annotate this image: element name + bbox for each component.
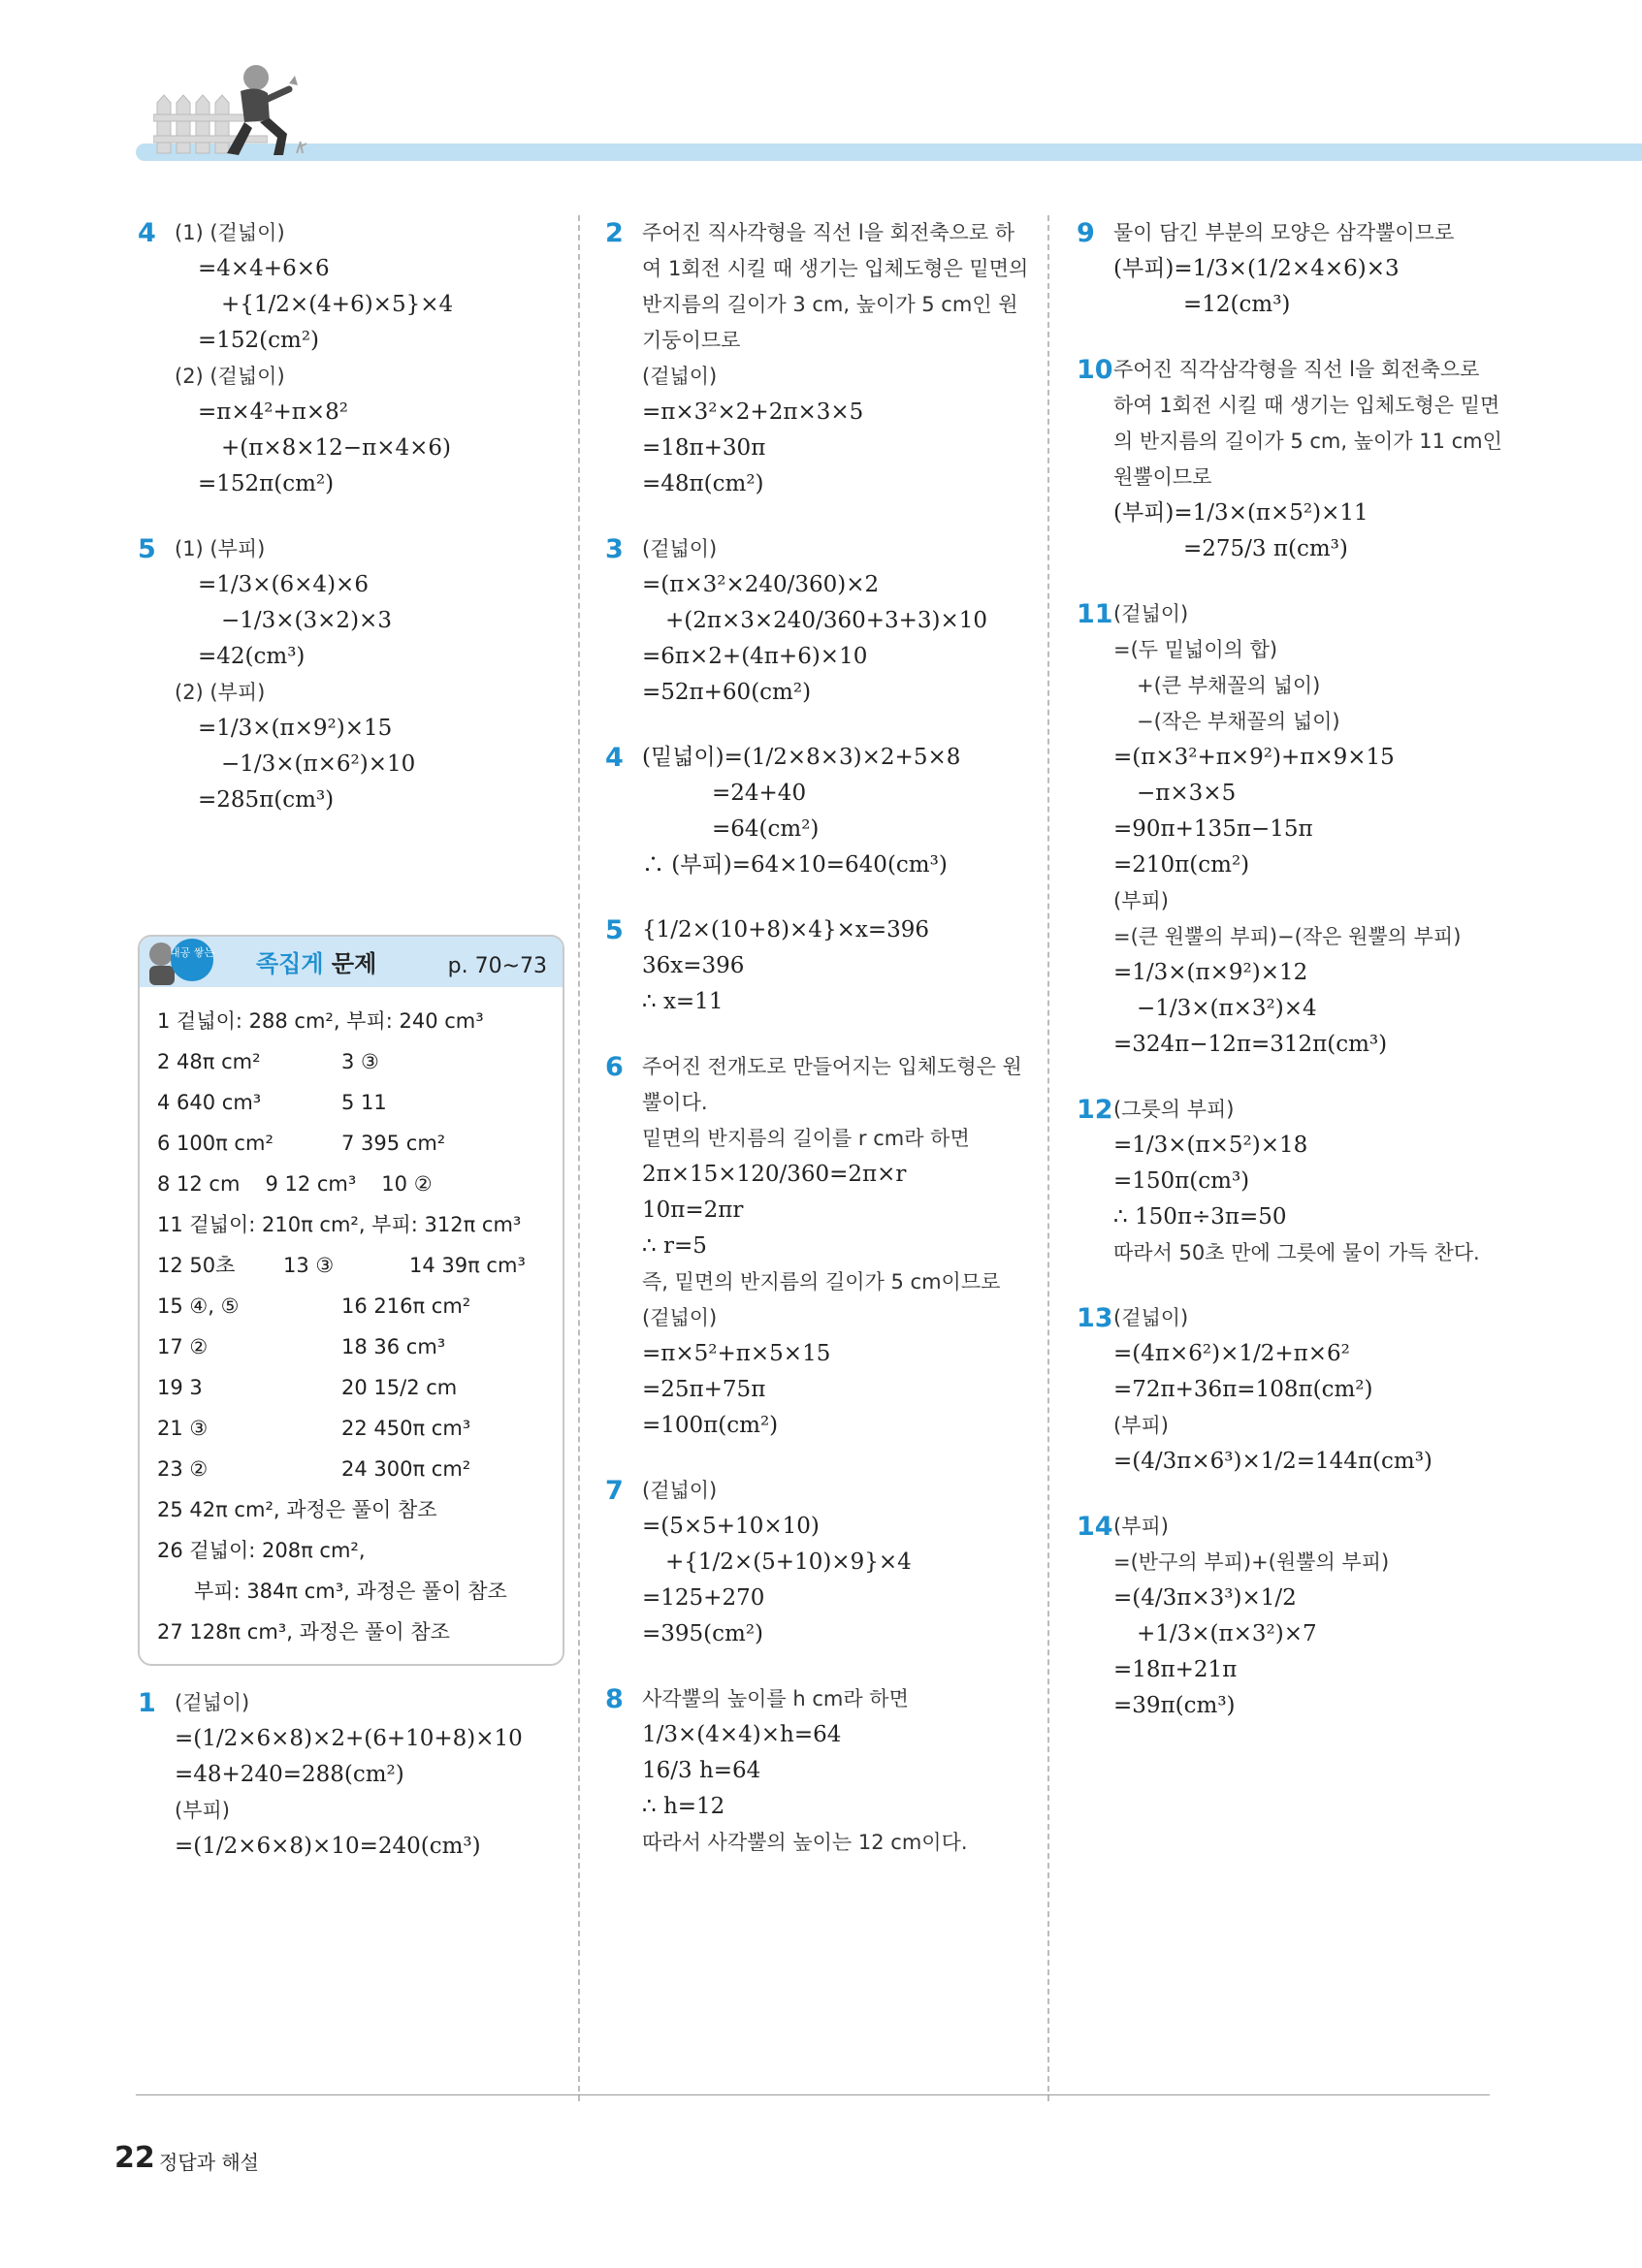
- solution-line: ∴ r=5: [642, 1233, 707, 1259]
- solution-line: (겉넓이): [1113, 602, 1189, 625]
- solution-line: =(5×5+10×10): [642, 1514, 820, 1539]
- gardener-illustration-icon: [206, 60, 312, 161]
- solution-text: 물이 담긴 부분의 모양은 삼각뿔이므로: [1113, 221, 1455, 244]
- answer-item: 6 100π cm²: [157, 1132, 274, 1155]
- answer-item: 1 겉넓이: 288 cm², 부피: 240 cm³: [157, 1009, 484, 1033]
- answer-item: 9 12 cm³: [265, 1172, 357, 1196]
- solution-line: −π×3×5: [1137, 781, 1237, 806]
- answer-item: 12 50초: [157, 1254, 236, 1277]
- solution-line: =π×5²+π×5×15: [642, 1341, 831, 1366]
- answer-item: 16 216π cm²: [341, 1294, 471, 1318]
- solution-line: =(π×3²+π×9²)+π×9×15: [1113, 745, 1395, 770]
- answer-item: 7 395 cm²: [341, 1132, 446, 1155]
- problem-number: 7: [605, 1476, 624, 1506]
- solution-line: ∴ 150π÷3π=50: [1113, 1204, 1287, 1230]
- answer-row: [157, 1245, 547, 1286]
- solution-13: [1077, 1300, 1503, 1480]
- solution-text: 주어진 직각삼각형을 직선 l을 회전축으로 하여 1회전 시킬 때 생기는 입체도형은 밑면의 반지름의 길이가 5 cm, 높이가 11 cm인 원뿔이므로: [1113, 358, 1502, 489]
- answer-item: 8 12 cm: [157, 1172, 241, 1196]
- answer-item: 11 겉넓이: 210π cm², 부피: 312π cm³: [157, 1213, 522, 1236]
- solution-line: =48π(cm²): [642, 471, 764, 496]
- review-title: 족집게 문제: [256, 950, 377, 977]
- solution-line: 따라서 사각뿔의 높이는 12 cm이다.: [642, 1831, 968, 1854]
- solution-line: (부피)=1/3×(1/2×4×6)×3: [1113, 256, 1400, 281]
- solution-line: 10π=2πr: [642, 1198, 744, 1223]
- solution-line: =(4/3π×3³)×1/2: [1113, 1585, 1297, 1611]
- problem-number: 2: [605, 218, 624, 248]
- solution-line: (부피): [1113, 889, 1169, 912]
- header-banner: [136, 144, 1642, 161]
- solution-line: (겉넓이): [1113, 1306, 1189, 1329]
- solution-line: +(큰 부채꼴의 넓이): [1137, 674, 1321, 697]
- problem-number: 10: [1077, 355, 1113, 385]
- solution-line: (부피)=1/3×(π×5²)×11: [1113, 500, 1368, 526]
- solution-line: (겉넓이): [642, 537, 718, 560]
- solution-line: 1/3×(4×4)×h=64: [642, 1722, 842, 1747]
- solution-line: =1/3×(π×9²)×15: [198, 716, 393, 741]
- solution-6: [605, 1049, 1032, 1444]
- review-badge-text: 내공 쌓는: [169, 946, 215, 959]
- answer-item: 15 ④, ⑤: [157, 1294, 240, 1318]
- solution-line: 16/3 h=64: [642, 1758, 761, 1783]
- review-answer-box: [138, 935, 564, 1666]
- solution-text: 주어진 전개도로 만들어지는 입체도형은 원뿔이다.: [642, 1055, 1022, 1114]
- solution-line: (부피): [1113, 1515, 1169, 1538]
- answer-row: [157, 1001, 547, 1041]
- solution-line: =64(cm²): [712, 816, 820, 842]
- solution-line: {1/2×(10+8)×4}×x=396: [642, 917, 929, 942]
- solution-line: =48+240=288(cm²): [175, 1762, 404, 1787]
- solution-line: (부피): [1113, 1414, 1169, 1437]
- solution-text: 밑면의 반지름의 길이를 r cm라 하면: [642, 1127, 970, 1150]
- answer-item: 18 36 cm³: [341, 1335, 446, 1358]
- solution-line: +{1/2×(5+10)×9}×4: [665, 1549, 912, 1575]
- answer-row: [157, 1164, 547, 1204]
- page-number: 22: [114, 2141, 155, 2175]
- answer-row: [157, 1530, 547, 1571]
- problem-number: 8: [605, 1684, 624, 1714]
- review-badge-icon: [142, 933, 217, 991]
- solution-line: =π×3²×2+2π×3×5: [642, 399, 864, 425]
- solution-line: =(큰 원뿔의 부피)−(작은 원뿔의 부피): [1113, 925, 1462, 948]
- solution-line: =152(cm²): [198, 328, 320, 353]
- solution-line: =(4/3π×6³)×1/2=144π(cm³): [1113, 1449, 1433, 1474]
- solution-line: =24+40: [712, 781, 807, 806]
- problem-number: 1: [138, 1688, 156, 1718]
- solution-line: −1/3×(π×3²)×4: [1137, 996, 1317, 1021]
- solution-line: +(2π×3×240/360+3+3)×10: [665, 608, 988, 633]
- answer-item: 14 39π cm³: [409, 1254, 526, 1277]
- solution-line: =152π(cm²): [198, 471, 335, 496]
- solution-line: ∴ (부피)=64×10=640(cm³): [642, 852, 948, 878]
- answer-row: [157, 1449, 547, 1489]
- solution-line: =(1/2×6×8)×10=240(cm³): [175, 1834, 481, 1859]
- answer-row: [157, 1571, 547, 1612]
- problem-number: 14: [1077, 1512, 1113, 1542]
- solution-line: =6π×2+(4π+6)×10: [642, 644, 868, 669]
- column-divider: [1047, 215, 1049, 2101]
- answer-row: [157, 1612, 547, 1652]
- problem-number: 5: [138, 534, 156, 564]
- column-divider: [578, 215, 580, 2101]
- solution-line: (겉넓이): [642, 1306, 718, 1329]
- answer-row: [157, 1408, 547, 1449]
- solution-line: (겉넓이): [175, 1691, 250, 1714]
- answer-item: 4 640 cm³: [157, 1091, 262, 1114]
- column-right: [1077, 215, 1503, 1753]
- solution-line: =285π(cm³): [198, 787, 335, 813]
- answer-row: [157, 1489, 547, 1530]
- solution-text: 주어진 직사각형을 직선 l을 회전축으로 하여 1회전 시킬 때 생기는 입체도형은 밑면의 반지름의 길이가 3 cm, 높이가 5 cm인 원기둥이므로: [642, 221, 1029, 352]
- solution-3: [605, 531, 1032, 711]
- answer-item: 27 128π cm³, 과정은 풀이 참조: [157, 1620, 450, 1644]
- solution-line: =324π−12π=312π(cm³): [1113, 1032, 1388, 1057]
- problem-number: 13: [1077, 1303, 1113, 1333]
- column-left: [138, 215, 564, 1894]
- solution-14: [1077, 1509, 1503, 1724]
- solution-1: [138, 1685, 564, 1865]
- solution-line: (1) (부피): [175, 537, 266, 560]
- answer-item: 19 3: [157, 1376, 203, 1399]
- answer-item: 17 ②: [157, 1335, 209, 1358]
- solution-line: =1/3×(6×4)×6: [198, 572, 369, 597]
- answer-row: [157, 1326, 547, 1367]
- solution-12: [1077, 1092, 1503, 1271]
- solution-line: (겉넓이): [642, 1479, 718, 1502]
- solution-line: =(반구의 부피)+(원뿔의 부피): [1113, 1550, 1390, 1574]
- solution-line: =100π(cm²): [642, 1413, 779, 1438]
- problem-number: 9: [1077, 218, 1095, 248]
- review-answers: [140, 987, 563, 1652]
- solution-2: [605, 215, 1032, 502]
- answer-item: 22 450π cm³: [341, 1417, 471, 1440]
- review-header: [140, 937, 563, 987]
- solution-line: (그릇의 부피): [1113, 1098, 1235, 1121]
- answer-item: 26 겉넓이: 208π cm²,: [157, 1539, 366, 1562]
- answer-item: 23 ②: [157, 1457, 209, 1481]
- solution-line: =72π+36π=108π(cm²): [1113, 1377, 1373, 1402]
- problem-number: 6: [605, 1052, 624, 1082]
- solution-line: −(작은 부채꼴의 넓이): [1137, 710, 1340, 733]
- solution-5: [138, 531, 564, 818]
- solution-4b: [605, 740, 1032, 883]
- solution-line: =39π(cm³): [1113, 1693, 1236, 1718]
- answer-item: 2 48π cm²: [157, 1050, 261, 1073]
- solution-line: =4×4+6×6: [198, 256, 330, 281]
- solution-line: =275/3 π(cm³): [1183, 536, 1348, 561]
- solution-line: =π×4²+π×8²: [198, 399, 349, 425]
- answer-row: [157, 1041, 547, 1082]
- solution-line: 36x=396: [642, 953, 745, 978]
- answer-item: 10 ②: [381, 1172, 433, 1196]
- solution-line: =90π+135π−15π: [1113, 816, 1313, 842]
- solution-line: (2) (겉넓이): [175, 365, 285, 388]
- solution-8: [605, 1681, 1032, 1861]
- answer-item: 25 42π cm², 과정은 풀이 참조: [157, 1498, 437, 1521]
- solution-line: =210π(cm²): [1113, 852, 1250, 878]
- solution-line: +1/3×(π×3²)×7: [1137, 1621, 1317, 1646]
- solution-line: =(π×3²×240/360)×2: [642, 572, 880, 597]
- solution-line: (1) (겉넓이): [175, 221, 285, 244]
- problem-number: 5: [605, 915, 624, 945]
- solution-line: (부피): [175, 1799, 230, 1822]
- answer-row: [157, 1367, 547, 1408]
- solution-line: =1/3×(π×9²)×12: [1113, 960, 1308, 985]
- answer-item: 24 300π cm²: [341, 1457, 471, 1481]
- answer-item: 13 ③: [283, 1254, 335, 1277]
- solution-10: [1077, 352, 1503, 567]
- solution-line: −1/3×(3×2)×3: [221, 608, 392, 633]
- solution-text: 즉, 밑면의 반지름의 길이가 5 cm이므로: [642, 1270, 1001, 1294]
- problem-number: 12: [1077, 1095, 1113, 1125]
- footer-divider: [136, 2094, 1490, 2095]
- solution-line: =18π+21π: [1113, 1657, 1238, 1682]
- solution-line: =18π+30π: [642, 435, 766, 461]
- answer-item: 부피: 384π cm³, 과정은 풀이 참조: [194, 1580, 507, 1603]
- solution-5b: [605, 912, 1032, 1020]
- solution-line: 2π×15×120/360=2π×r: [642, 1162, 907, 1187]
- solution-line: 사각뿔의 높이를 h cm라 하면: [642, 1687, 909, 1710]
- solution-9: [1077, 215, 1503, 323]
- solution-line: =(1/2×6×8)×2+(6+10+8)×10: [175, 1726, 523, 1751]
- solution-7: [605, 1473, 1032, 1652]
- answer-item: 20 15/2 cm: [341, 1376, 458, 1399]
- solution-line: =150π(cm³): [1113, 1168, 1250, 1194]
- solution-line: =(두 밑넓이의 합): [1113, 638, 1278, 661]
- review-page-range: p. 70~73: [447, 954, 547, 978]
- solution-line: =42(cm³): [198, 644, 306, 669]
- answer-row: [157, 1204, 547, 1245]
- solution-line: =395(cm²): [642, 1621, 764, 1646]
- solution-line: =12(cm³): [1183, 292, 1291, 317]
- footer-label: 정답과 해설: [159, 2151, 259, 2174]
- solution-line: =1/3×(π×5²)×18: [1113, 1133, 1308, 1158]
- solution-line: +{1/2×(4+6)×5}×4: [221, 292, 454, 317]
- solution-line: +(π×8×12−π×4×6): [221, 435, 451, 461]
- answer-row: [157, 1286, 547, 1326]
- answer-item: 5 11: [341, 1091, 387, 1114]
- solution-line: (2) (부피): [175, 681, 266, 704]
- solution-line: ∴ h=12: [642, 1794, 725, 1819]
- solution-line: (겉넓이): [642, 365, 718, 388]
- solution-text: 따라서 50초 만에 그릇에 물이 가득 찬다.: [1113, 1241, 1480, 1264]
- answer-row: [157, 1082, 547, 1123]
- solution-line: (밑넓이)=(1/2×8×3)×2+5×8: [642, 745, 961, 770]
- answer-item: 3 ③: [341, 1050, 379, 1073]
- solution-line: =125+270: [642, 1585, 765, 1611]
- problem-number: 4: [605, 743, 624, 773]
- solution-line: =52π+60(cm²): [642, 680, 812, 705]
- problem-number: 11: [1077, 599, 1113, 629]
- solution-line: ∴ x=11: [642, 989, 724, 1014]
- solution-4: [138, 215, 564, 502]
- column-middle: [605, 215, 1032, 1890]
- problem-number: 4: [138, 218, 156, 248]
- solution-line: =25π+75π: [642, 1377, 766, 1402]
- answer-row: [157, 1123, 547, 1164]
- solution-11: [1077, 596, 1503, 1063]
- problem-number: 3: [605, 534, 624, 564]
- answer-item: 21 ③: [157, 1417, 209, 1440]
- solution-line: =(4π×6²)×1/2+π×6²: [1113, 1341, 1350, 1366]
- solution-line: −1/3×(π×6²)×10: [221, 751, 416, 777]
